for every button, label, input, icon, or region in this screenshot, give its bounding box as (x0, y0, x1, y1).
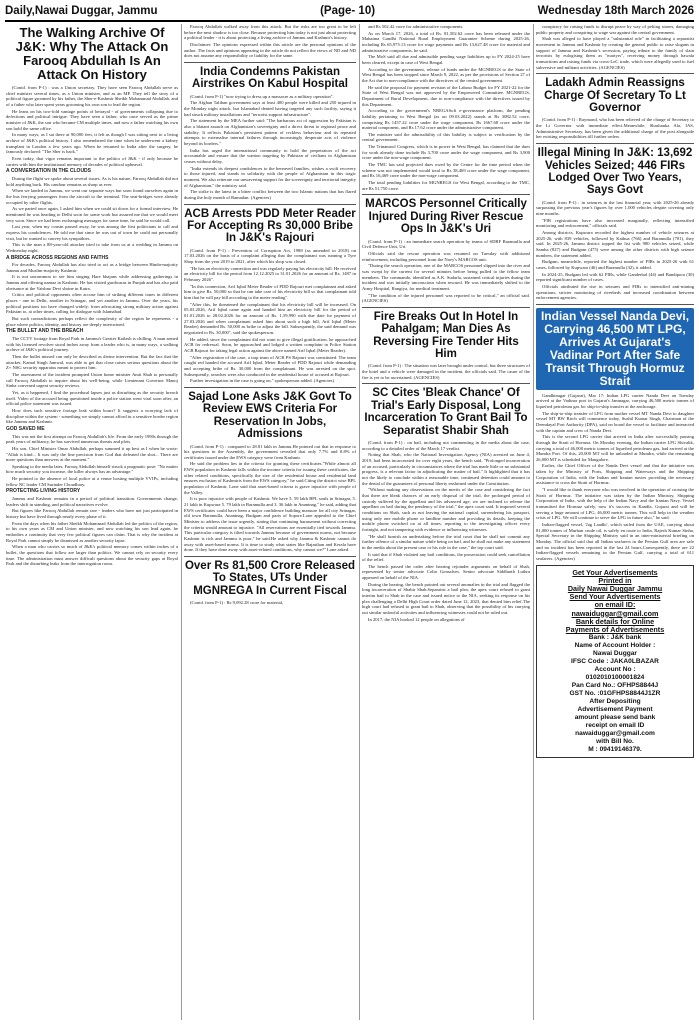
article-headline: ACB Arrests PDD Meter Reader For Accepting Rs 30,000 Bribe In J&K's Rajouri (184, 207, 356, 245)
paragraph: The minister said the admissibility of this liability is subject to verification by the central government. (362, 131, 530, 143)
article-headline: The Walking Archive Of J&K: Why The Attack On Farooq Abdullah Is An Attack On History (15, 25, 169, 83)
ad-line: Daily Nawai Duggar Jammu (567, 584, 663, 594)
advertisement-box (536, 565, 694, 759)
paragraph: In many ways, as I sat there at 90,000 feet, it felt as though I was sitting next to a living archive of J&K's political history. I also remembered the time when he underwent a kidney transplant in London a few years ago. When he returned to India after the surgery, he famously declared: "The Sher is back." (6, 132, 178, 155)
article-divider (184, 387, 356, 388)
paragraph: "He shall furnish an undertaking before the trial court that he shall not commit any further offence of a similar nature while being on bail, and he shall not make any statement in the media about the present case or his role in the case," the top court said. (362, 533, 530, 550)
article-divider (184, 204, 356, 205)
article-body (536, 24, 694, 70)
paragraph: "He has an electricity connection and was regularly paying his electricity bill. He received an electricity bill for the period from 12.12.2025 to 31.01.2026 for an amount of Rs. 1487 in February 2026". (184, 265, 356, 283)
article-headline: Ladakh Admin Reassigns Charge Of Secretary To Lt Governor (544, 77, 686, 115)
paragraph: This was not the first attempt on Farooq Abdullah's life. From the early 1990s through the peak years of militancy, he has survived numerous threats and plots. (6, 433, 178, 445)
paragraph: Then the bullet missed can only be described as divine intervention. But the fact that the attacker, Kamal Singh Jamwal, was able to get that close raises serious questions about the Z+ NSG security apparatus meant to protect him. (6, 354, 178, 371)
paragraph: In 2017, the NIA booked 12 people on allegations of (368, 616, 465, 622)
paragraph: (Contd. from P-1) : Prevention of Corruption Act, 1988 (as amended in 2018) on 17.03.2026 on the basis of a complaint alleging that the complainant was running a Tyre Shop from the year 2019 to 2021, after which his shop was closed. (184, 247, 356, 265)
paragraph: (Contd. from P-1) : was a Union secretary. They have seen Farooq Abdullah serve as chief minister several times, as a Union minister, and as an MP. They tell the story of a political figure groomed by his father, the Sher-e-Kashmir Sheikh Mohammad Abdullah, and of a father who later spent years grooming his own son to lead the region. (6, 85, 178, 108)
paragraph: "During the search operation, one of the MARCOS personnel slipped into the river and was swept by the current for several minutes before being pulled to the fellow team members. The commando, identified as A.K. Sudarla, sustained critical injuries during the incident and was initially unconscious when rescued. He was immediately shifted to the Army Hospital, Rangiya, for medical treatment. (362, 263, 530, 291)
paragraph: (Contd. from P-1) : compared to 28.81 lakh in Jammu.He pointed out that in response to his questions in the Assembly, the government revealed that only 7.7% and 8.8% of certificates issued under the EWS category were from Kashmir. (184, 443, 356, 460)
paragraph: But figures like Farooq Abdullah remain rare - leaders who have not just participated in history but have lived through nearly every phase of it. (6, 508, 178, 520)
paragraph: Yet, as it happened, I find the procedural lapses just as disturbing as the security breach itself. Video of the accused being questioned inside a police station went viral soon after, an official police statement was issued. (6, 389, 178, 407)
paragraph: Noting that Shah, who the National Investigation Agency (NIA) arrested on June 4, 2019, had been incarcerated for over eight years, the bench said, "Prolonged incarceration of an accused, particularly in circumstances where the trial has made little or no substantial progress, is a relevant factor in adjudicating the matter of bail." It highlighted that it has not the likely to conclude within a reasonable time, continued detention could amount to the denial of the guarantees of personal liberty enshrined under the Constitution. (362, 452, 530, 486)
paragraph: It is not uncommon to see him singing Hare bhajans while addressing gatherings in Jammu and offering namaz in Kashmir. He has visited gurdwaras in Punjab and has also paid obeisance at the Vaishno Devi shrine in Katra. (6, 274, 178, 291)
paragraph: It said that if Shah violated any bail conditions, the prosecution could seek cancellation of the relief. (362, 551, 530, 563)
ad-line: Name of Account Holder : (574, 642, 656, 650)
paragraph: (Contd. from P-1) : in seizures in the last financial year, with 2025-26 already surpassing the previous year's figures by over 1,000 vehicles despite covering only nine months. (536, 199, 694, 217)
ad-line: on email ID: (594, 600, 636, 610)
paragraph: This is the man a 88-year-old attacker tried to take from us at a wedding in Jammu on Wednesday night. (6, 242, 178, 253)
paragraph: "I would like to thank everyone who was involved in the operation of crossing the Strait of Hormuz. The initiative was taken by the Indian Ministry, Shipping Corporation of India, with the help of the Indian Navy and the Iranian Navy. Vessel transmitted the Hormuz safely, now it's success in Kandla, Gujarat and will be serving a huge amount of LPG, 46,000 metric tonnes. This will help in the weather crisis of LPG. We will continue to serve the LPG in future also," he said. (536, 487, 694, 521)
paragraph: From the days when his father Sheikh Mohammad Abdullah led the politics of the region, to his own years as CM and Union minister, and now watching his son lead again, he embodies a continuity that very few political figures can claim. That is why the incident at Royal Park cannot simply be dismissed as another security lapse. (6, 520, 178, 543)
column-3 (362, 24, 530, 1020)
paper-name: Daily,Nawai Duggar, Jammu (5, 5, 158, 17)
paragraph: (Contd. from P-1) : on bail, including not commenting in the media about the case, according to a detailed order of the March 17 verdict. (362, 440, 530, 451)
article-divider (184, 62, 356, 63)
article-divider (536, 304, 694, 305)
paragraph: (Contd. from P-1) "now trying to dress up a massacre as a military operation". (190, 93, 334, 99)
paragraph: The ship-to-ship transfer of LPG from mother vessel MT Nanda Devi to daughter vessel MT BW Birch will commence today, Sushil Kumar Singh, Chairman of the Deendayal Port Authority (DPA), said on board the vessel to facilitate and interacted with the captain and crew of Nanda Devi. (536, 410, 694, 433)
paragraph: He leans on his two-fold vantage points of betrayal - of governments collapsing due to defections and political intrigue. They have seen a father, who once served as the prime minister of J&K, the son who became CM multiple times, and now a father watching his own son hold the same office. (6, 108, 178, 131)
paragraph: "FIR registrations have also increased marginally, reflecting intensified monitoring and enforcement," officials said. (536, 217, 694, 229)
paragraph: He said the problem lies in the criteria for granting these certificates."While almost all EWS population in Kashmir falls within the income criteria for issuing these certificates, the other related conditions, specifically the size of the residential house and residential land ensures exclusion of Kashmiris from the EWS category," he said.Citing the district wise BPL population of Kashmir, Lone said that asset-based criteria is grave injustice with people of the Valley. (184, 461, 356, 495)
paragraph: The CCTV footage from Royal Park in Jammu's Greater Kailash is chilling. A man armed with his licensed revolver stood inches away from a leader who is, in many ways, a walking archive of J&K's political journey. (6, 336, 178, 353)
ad-line: Get Your Advertisements (572, 567, 658, 577)
ad-line: nawaiduggar@gmail.com (571, 608, 659, 618)
article-body (184, 600, 356, 606)
column-rule (533, 24, 534, 1020)
paragraph: Critics and political opponents often accuse him of striking different tones in different places - one in Delhi, another in Srinagar, and yet another in Jammu. Over the years, his political positions too have changed widely: from advocating strong military action against Pakistan to, at other times, calling for dialogue with Islamabad. (6, 292, 178, 315)
article-divider (362, 307, 530, 308)
ad-line: IFSC Code : JAKA0LBAZAR (571, 658, 659, 666)
paragraph: According to the government, release of funds under the MGNREGS to the State of West Bengal has been stopped since March 9, 2022, as per the provisions of Section 27 of the Act due to non-compliance with the directives of the central government. (362, 66, 530, 83)
paragraph: During the flight we spoke about several issues. As is his nature, Farooq Abdullah did not hold anything back. His candour remains as sharp as ever. (6, 175, 178, 187)
ad-line: M : 09419146379. (588, 746, 642, 754)
paragraph: As on March 17, 2026, a total of Rs. 81,502.62 crore has been released under the Mahatma Gandhi National Rural Employment Guarantee Scheme during 2025-26, including Rs 65,975.13 crore for wage payments and Rs 13,627.48 crore for material and administrative components, he said. (362, 30, 530, 53)
ad-line: Pan Card No.: OFHPS8844J (571, 682, 659, 690)
paragraph: Earlier, the Chief Officer of the Nanda Devi vessel and that the initiative was taken by the Ministry of Ports, Shipping and Waterways and the Shipping Corporation of India, with the Indian and Iranian navies providing the necessary assistance to cross the Strait of Hormuz. (536, 463, 694, 486)
paragraph: He said the proposal for payment revision of the Labour Budget for FY 2021-22 for the State of West Bengal was not approved by the Empowered Committee. MGNREGS, Department of Rural Development, due to non-compliance with the directives issued by this Department. (362, 84, 530, 107)
paragraph: The assessment of the incident prompted Union home minister Amit Shah to personally call Farooq Abdullah to inquire about his well-being, while Lieutenant Governor Manoj Sinha convened urgent security reviews. (6, 371, 178, 389)
article-headline: India Condemns Pakistan Airstrikes On Kabul Hospital (192, 65, 348, 91)
column-4 (536, 24, 694, 1020)
paragraph: conspiracy for raising funds to disrupt peace by way of pelting stones, damaging public property and conspiring to wage war against the central government. (536, 24, 694, 35)
article-body (536, 117, 694, 140)
article-headline: Sajad Lone Asks J&K Govt To Review EWS Criteria For Reservation In Jobs, Admissions (188, 390, 352, 441)
ad-line: Payments of Advertisements (565, 625, 665, 635)
article-body (6, 85, 178, 567)
ad-line: Advertisement Payment (577, 706, 653, 714)
section-subhead: GOD SAVED ME (6, 425, 45, 432)
ad-line: with Bill No. (596, 738, 634, 746)
paragraph: The strike is the latest in a bitter conflict between the two Islamic nations that has flared during the holy month of Ramadan. (Agencies) (184, 189, 356, 200)
article-divider (536, 143, 694, 144)
article-divider (536, 73, 694, 74)
paragraph: "The condition of the injured personnel was reported to be critical," an official said. (AGENCIES) (362, 292, 530, 304)
paragraph: Officials said the rescue operation was resumed on Tuesday with additional reinforcement, including personnel from the Navy's MARCOS unit. (362, 250, 530, 262)
paragraph: The Afghan Taliban government says at least 400 people were killed and 250 injured in the Monday night attack, but Islamabad denied having targeted any such facility, saying it had struck military installations and "terrorist support infrastructure". (184, 100, 356, 117)
column-rule (181, 24, 182, 1020)
section-subhead: PROTECTING LIVING HISTORY (6, 488, 81, 495)
paragraph: Farooq Abdullah walked away from this attack. But the risks are too great to be left before the next shadow is too close. Because protecting him today is not just about protecting a political leader - it is about protecting a living archive of Jammu and Kashmir's history. (184, 24, 356, 41)
paragraph: Budgam, meanwhile, reported the highest number of FIRs in 2025-26 with 61 cases, followed by Kupwara (46) and Baramulla (32), it added. (536, 259, 694, 270)
ad-line: amount please send bank (574, 714, 656, 722)
masthead-bar (5, 4, 694, 22)
paragraph: His son, Chief Minister Omar Abdullah, perhaps summed it up best as I when he wrote: "Allah is kind... It was only the fine precision from God that defeated the shot... There are more questions than answers at the moment." (6, 445, 178, 463)
issue-date: Wednesday 18th March 2026 (537, 5, 694, 17)
paragraph: (Contd. from P-1) : an immediate search operation by teams of SDRF Baramulla and Civil Defence Unit, Uri. (362, 238, 530, 250)
paragraph: According to the government's NREGASoft e-governance platform, the pending liability pertaining to West Bengal (as on 09.03.2022) stands at Rs 3082.52 crore, comprising Rs 1457.22 crore under the wage component, Rs 1667.68 crore under the material component, and Rs 17.62 crore under the administrative component. (362, 108, 530, 131)
article-body (536, 200, 694, 301)
paragraph: Last year, when my cousin passed away, he was among the first politicians to call and express his condolences. He told me that since he was out of town he could not personally visit, but he wanted to convey his sympathies. (6, 224, 178, 241)
paragraph: In 2024-25, Budgam led with 62 FIRs, while Ganderbal (44) and Bandipora (30) reported significant number of cases. (536, 271, 694, 283)
paragraph: "India extends its deepest condolences to the bereaved families, wishes a swift recovery to those injured, and stands in solidarity with the people of Afghanistan in this tragic moment. We also reiterate our unwavering support for the sovereignty and territorial integrity of Afghanistan," the ministry said. (184, 165, 356, 188)
paragraph: The statement by the MEA further said: "The barbarous act of aggression by Pakistan is also a blatant assault on Afghanistan's sovereignty and a direct threat to regional peace and stability. It reflects Pakistan's persistent pattern of reckless behaviour and its repeated attempts to externalise internal failures through increasingly desperate acts of violence beyond its borders." (184, 118, 356, 146)
paragraph: During the hearing, the bench pointed out several anomalies in the trial and flagged the long incarceration of Shabir Shah.Separatist a bail plea, the apex court refused to grant interim bail to Shah in the case and issued notice to the NIA, seeking its response on his plea challenging a Delhi High Court order dated June 12, 2023, that denied him relief.The high court had refused to grant bail to Shah, observing that the possibility of his carrying out similar unlawful activities and influencing witnesses could not be ruled out. (362, 581, 530, 616)
paragraph: Further investigation in the case is going on," spokesperson added. (Agencies) (190, 378, 334, 384)
article-body (184, 94, 356, 201)
paragraph: The total pending liabilities for MGNREGS for West Bengal, according to the TMC, are Rs 51,750 crore. (362, 180, 530, 191)
column-1 (6, 24, 178, 1020)
article-body (184, 248, 356, 384)
paragraph: "After this, he threatened the complainant that his electricity bill will be increased. On 05.03.2026, Arif Iqbal came again and handed him an electricity bill for the period of 01.01.2026 to 28.02.2026 for an amount of Rs. 1,59,990 with due date for payment of 27.03.2026 and when complainant asked him about such a high bill, Arif Iqbal (Meter Reader) demanded Rs. 50,000 as bribe to adjust the bill. Subsequently, the said demand was negotiated to Rs. 30,000", said the spokesperson. (184, 301, 356, 335)
article-headline: SC Cites 'Bleak Chance' Of Trial's Early Disposal, Long Incarceration To Grant Bail To Separatist Shabir Shah (364, 387, 528, 437)
column-2 (184, 24, 356, 1020)
article-headline: Fire Breaks Out In Hotel In Pahalgam; Man Dies As Reversing Fire Tender Hits Him (373, 310, 519, 361)
paragraph: He added, since the complainant did not want to give illegal gratification, he approached ACB for redressal. Soon, he approached and lodged a written complaint in Police Station ACB Rajouri for taking legal action against the above named Arif Iqbal (Meter Reader). (184, 336, 356, 353)
section-subhead: A BRIDGE ACROSS REGIONS AND FAITHS (6, 254, 109, 261)
article-body (184, 24, 356, 59)
ad-line: Printed in (598, 575, 632, 585)
paragraph: The bench passed the order after hearing rejoinder arguments on behalf of Shah, represented by senior advocate Colin Gonsalves. Senior advocate Siddharth Luthra appeared on behalf of the NIA. (362, 563, 530, 581)
article-divider (362, 383, 530, 384)
page-number: (Page- 10) (320, 5, 376, 17)
paragraph: Among districts, Kupwara recorded the highest number of vehicle seizures at 2025-26, with 839 vehicles, followed by Kathua (766) and Baramulla (701), they said. In 2025-26, Jammu district topped the list with 980 vehicles seized, while Samba (827) and Budgam (475) were among the other districts with high seizure numbers, the statement added. (536, 230, 694, 258)
paragraph: India has urged the international community to hold the perpetrators of the act accountable and ensure that the wanton targeting by Pakistan of civilians in Afghanistan ceases without delay. (184, 147, 356, 164)
article-body (362, 239, 530, 304)
paragraph: Even today, that vigor remains important to the politics of J&K - if only because he carries with him the institutional memory of decades of political upheaval. (6, 156, 178, 167)
ad-line: Bank : J&K bank (588, 634, 642, 642)
ad-line: Nawai Duggar (593, 650, 637, 658)
section-subhead: A CONVERSATION IN THE CLOUDS (6, 168, 92, 175)
ad-line: Account No : (594, 666, 636, 674)
ad-line: 0102010100001824 (585, 674, 645, 682)
article-divider (184, 556, 356, 557)
ad-line: receipt on email ID (585, 722, 645, 730)
paragraph: The TMC has said projected dues owed by the Centre for the time period when the scheme was not implemented would total to Rs 38,469 crore under the wage component, and Rs 16,469 crore under the non-wage component. (362, 162, 530, 179)
paragraph: Gandhinagar (Gujarat), Mar 17: Indian LPG carrier Nanda Devi on Tuesday arrived at the Vadinar port in Gujarat's Jamnagar, carrying 46,500 metric tonnes of liquefied petroleum gas for ship-to-ship transfer at the anchorage. (536, 392, 694, 409)
article-headline: Indian Vessel Nanda Devi, Carrying 46,500 MT LPG, Arrives At Gujarat's Vadinar Port After Safe Transit Through Hormuz Strait (536, 308, 694, 390)
paragraph: The Trinamool Congress, which is in power in West Bengal, has claimed that the dues for work already done include Rs 3,700 crore under the wage component, and Rs 3,900 crore under the non-wage component. (362, 144, 530, 161)
article-headline: Illegal Mining In J&K: 13,692 Vehicles Seized; 446 FIRs Lodged Over Two Years, Says Govt (537, 147, 693, 197)
paragraph: When we landed in Jammu, we went our separate ways but soon found ourselves again in the bus ferrying passengers from the aircraft to the terminal. The seat-bridges were already occupied by other flights. (6, 188, 178, 205)
ad-line: Send Your Advertisements (569, 592, 661, 602)
paragraph: Disclaimer: The opinions expressed within this article are the personal opinions of the author. The facts and opinions appearing in the article do not reflect the views of ND and ND does not assume any responsibility or liability for the same. (184, 41, 356, 59)
paragraph: For decades, Farooq Abdullah has also tried to act as a bridge between Hindu-majority Jammu and Muslim-majority Kashmir. (6, 262, 178, 273)
ad-line: Bank details for Online (575, 616, 655, 626)
paragraph: Indian-flagged vessel, 'Jag Laadki', which sailed from the UAE, carrying about 81,000 tonnes of Murban crude oil, is safely en route to India, Rajesh Kumar Sinha, Special Secretary in the Shipping Ministry said in an inter-ministerial briefing on Monday. The official said that all Indian seafarers in the Persian Gulf area are safe and no incident has been reported in the last 24 hours.Consequently, there are 22 Indian-flagged vessels remaining in the Persian Gulf, carrying a total of 611 seafarers. (Agencies) (536, 522, 694, 561)
article-headline: Over Rs 81,500 Crore Released To States, UTs Under MGNREGA In Current Fiscal (184, 559, 356, 597)
paragraph: Officials attributed the rise in seizures and FIRs to intensified anti-mining operations, stricter monitoring of riverbeds and increased coordination between enforcement agencies. (536, 283, 694, 301)
paragraph: As we parted once again, I asked him when we could sit down for a formal interview. He mentioned he was heading to Delhi soon for some work but assured me that we would meet very soon. Since we had been exchanging messages for some time, he said he would call. (6, 206, 178, 223)
ad-line: nawaiduggar@gmail.com (575, 730, 655, 738)
article-body (362, 440, 530, 622)
paragraph: How does such sensitive footage leak within hours? It suggests a worrying lack of discipline within the system - something we simply cannot afford in a sensitive border region like Jammu and Kashmir. (6, 407, 178, 425)
paragraph: (Contd. from P-1) : Raymond, who has been relieved of the charge of Secretary to the Lt Governor with immediate effect.Meanwhile, Shashanka Ala, IAS, Administrative Secretary, has been given the additional charge of the post alongside her existing responsibilities till further orders. (536, 117, 694, 140)
article-body (536, 393, 694, 562)
ad-line: After Depositing (589, 698, 641, 706)
paragraph: (Contd. from P-1) : Rs 9,092.28 crore for material, (190, 600, 284, 606)
article-headline: MARCOS Personnel Critically Injured During River Rescue Ops In J&K's Uri (365, 198, 527, 236)
article-body (184, 444, 356, 553)
section-subhead: THE BULLET AND THE BREACH (6, 328, 84, 335)
paragraph: "Without making any observations on the merits of the case and considering the fact that there are bleak chances of an early disposal of the trial, the prolonged period of custody suffered by the appellant and his advanced age, we are inclined to release the appellant on bail during the pendency of the trial," the apex court said. It imposed several conditions on Shah, such as not leaving the national capital, surrendering his passport, using only one mobile phone or landline number and providing its details, keeping the mobile phone switched on at all times, reporting to the investigating officer every fortnight, and not tampering with evidence or influencing witnesses. (362, 487, 530, 532)
paragraph: Jammu and Kashmir remains in a period of political transition. Governments change, leaders shift in standing, and political narratives evolve. (6, 496, 178, 507)
paragraph: This is the second LPG carrier that arrived in India after successfully passing through the Strait of Hormuz. On Monday evening, the Indian carrier LPG Shivalik, carrying a total of 46,000 metric tonnes of liquefied petroleum gas, had arrived at the Mundra Port. Of this, 20,000 MT will be unloaded at Mundra, while the remaining 26,000 MT is scheduled for Mangalore. (536, 434, 694, 462)
paragraph: The MoS said all due and admissible pending wage liabilities up to FY 2024-25 have been cleared, except in case of West Bengal. (362, 54, 530, 65)
article-body (362, 24, 530, 191)
paragraph: and Rs 502.42 crore for administrative components. (368, 24, 464, 29)
paragraph: (Contd. from P-1) : The situation was later brought under control, but three structures of the hotel and a vehicle were damaged in the incident, the officials said. The cause of the fire is yet to be ascertained. (AGENCIES) (362, 363, 530, 380)
paragraph: Shah was alleged to have played a "substantial role" in facilitating a separatist movement in Jammu and Kashmir by creating the general public to raise slogans in support of Jammu and Kashmir's secession, paying tribute to the family of slain terrorists by eulogising them as "martyrs", receiving money through hawala transactions and raising funds via cross-LoC trade, which were allegedly used to fuel subversive and militant activities. (AGENCIES) (536, 36, 694, 70)
paragraph: He pointed to the absence of local police at a venue hosting multiple VVIPs, including fellow NC leader CM Surinder Choudhary. (6, 476, 178, 487)
paragraph: It is poor injustice with people of Kashmir. We have 5. 59 lakh BPL souls in Srinagar, 5. 21 lakh in Kupwara 5. 79 lakh in Baramulla and 3. 36 lakh in Anantnag," he said, adding that EWS certificates could have been a major confidence building measure for all city Srinagar, old town Baramulla, Anantnag, Budgam and parts of Sopore.Lone appealed to the Chief Minister to address the issue urgently, stating that continuing harassment without correcting the criteria would amount to injustice. "All reservations are essentially tied towards Jammu. This particular category is tilted towards Jammu because of government norms, not because Kashmir is rich and Jammu is poor," he said.He asked why Jammu & Kashmir cannot do away with asset-based norms. It is time to study what states like Rajasthan and Kerala have done. If they have done away with asset-related conditions, why cannot we?" Lone asked. (184, 496, 356, 553)
article-body (362, 363, 530, 380)
article-divider (362, 194, 530, 195)
column-rule (359, 24, 360, 1020)
paragraph: Speaking to the media later, Farooq Abdullah himself struck a pragmatic pose: "No matter how much security you increase, the killer always has an advantage." (6, 463, 178, 475)
ad-line: GST No. :01GFHPS8844J1ZR (569, 690, 661, 698)
paragraph: When a man who carries so much of J&K's political memory comes within inches of a bullet, the questions that follow are larger than politics. We cannot rely on security every time. The administration must answer difficult questions about the security gaps at Royal Park and the disturbing leaks from the interrogation room. (6, 544, 178, 567)
paragraph: "In this connection, Arif Iqbal Meter Reader of PDD Rajouri met complainant and asked him to give Rs. 50,000 so that he can take care of his electricity bill so that complainant told him that he will pay bill according to the meter reading". (184, 283, 356, 301)
paragraph: "After registration of the case, a trap team of ACB PS Rajouri was constituted. The team caught red handed the accused Arif Iqbal, Meter Reader of PDD Rajouri while demanding and accepting bribe of Rs. 30,000 from the complainant. He was arrested on the spot. Subsequently, searches were also conducted in the residential house of accused at Rajouri. (184, 354, 356, 377)
paragraph: But such contradictions perhaps reflect the complexity of the region he represents - a place where politics, identity, and history are deeply intertwined. (6, 316, 178, 327)
